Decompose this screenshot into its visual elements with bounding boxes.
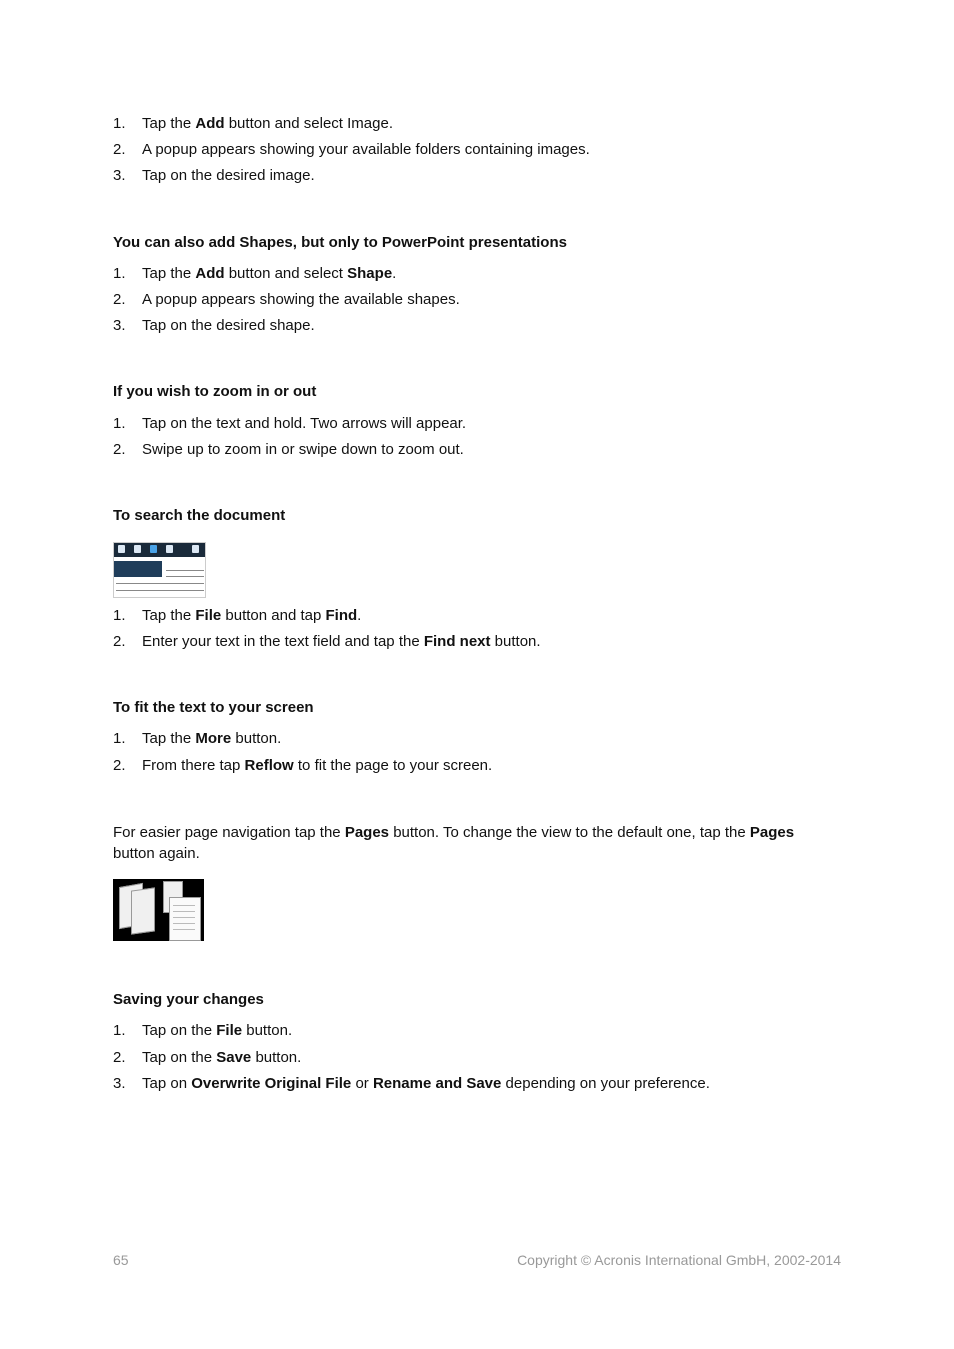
undo-icon bbox=[150, 545, 157, 553]
page-number: 65 bbox=[113, 1252, 129, 1268]
search-toolbar-screenshot bbox=[113, 542, 206, 598]
section-heading-zoom: If you wish to zoom in or out bbox=[113, 383, 317, 400]
pages-view-screenshot bbox=[113, 879, 204, 941]
menu-strip bbox=[114, 561, 162, 577]
text-line bbox=[173, 905, 195, 906]
section-heading-shapes: You can also add Shapes, but only to PowerPoint presentations bbox=[113, 234, 567, 251]
page-thumbnail bbox=[131, 887, 155, 934]
text-line bbox=[173, 923, 195, 924]
section-heading-fit: To fit the text to your screen bbox=[113, 699, 314, 716]
text-line bbox=[173, 911, 195, 912]
text-line bbox=[116, 590, 204, 591]
text-line bbox=[166, 570, 204, 571]
text-line bbox=[173, 917, 195, 918]
file-icon bbox=[134, 545, 141, 553]
section-heading-saving: Saving your changes bbox=[113, 991, 264, 1008]
copyright-notice: Copyright © Acronis International GmbH, 2002-2014 bbox=[517, 1252, 841, 1268]
pages-icon bbox=[192, 545, 199, 553]
text-line bbox=[166, 576, 204, 577]
text-line bbox=[116, 583, 204, 584]
section-heading-search: To search the document bbox=[113, 507, 286, 524]
pages-paragraph: For easier page navigation tap the Pages button. To change the view to the default one, tap the Pages button again. bbox=[113, 824, 795, 862]
document-icon bbox=[166, 545, 173, 553]
page-thumbnail bbox=[169, 897, 201, 941]
text-line bbox=[173, 929, 195, 930]
back-icon bbox=[118, 545, 125, 553]
